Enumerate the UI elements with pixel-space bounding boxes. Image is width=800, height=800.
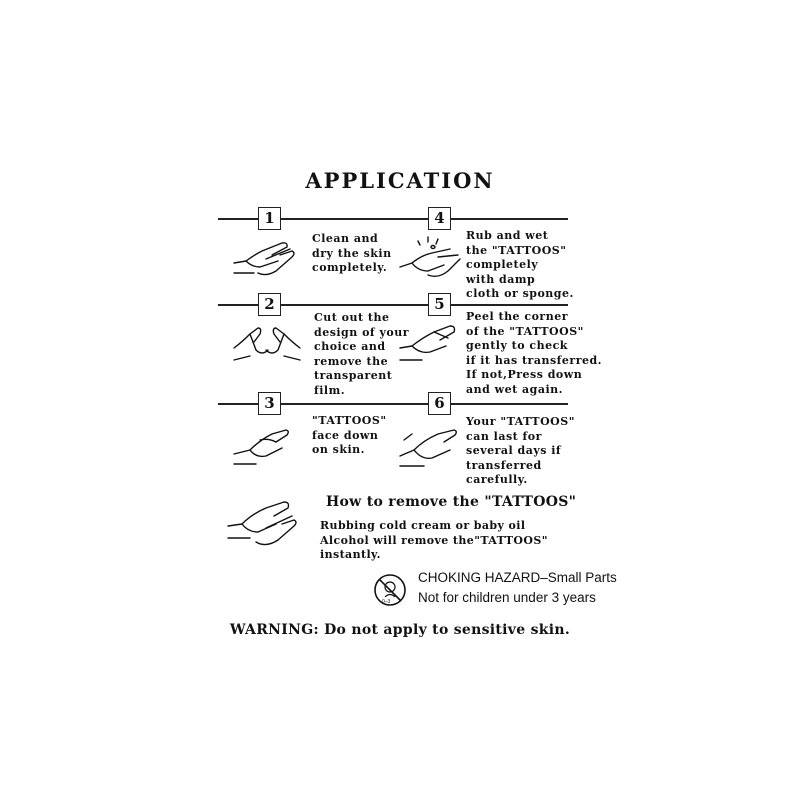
hand-pressing-tattoo-icon	[232, 420, 302, 470]
step-6-number: 6	[428, 392, 451, 415]
choking-hazard-text: CHOKING HAZARD–Small Parts Not for children under 3 years	[418, 570, 617, 605]
remove-instructions: Rubbing cold cream or baby oil Alcohol will remove the"TATTOOS" instantly.	[320, 519, 548, 561]
step-5-text: Peel the corner of the "TATTOOS" gently to check if it has transferred. If not,Press down and wet again.	[466, 310, 603, 396]
step-4-text: Rub and wet the "TATTOOS" completely with damp cloth or sponge.	[466, 229, 574, 300]
hand-removing-backing-icon	[398, 420, 468, 470]
warning-text: WARNING: Do not apply to sensitive skin.	[229, 622, 571, 638]
step-2-text: Cut out the design of your choice and remove the transparent film.	[314, 311, 409, 397]
hand-wetting-icon	[398, 233, 468, 283]
step-6-text: Your "TATTOOS" can last for several days if transferred carefully.	[466, 415, 575, 486]
step-5-number: 5	[428, 293, 451, 316]
hand-cleaning-icon	[232, 233, 302, 283]
step-1-number: 1	[258, 207, 281, 230]
step-3-number: 3	[258, 392, 281, 415]
hand-peeling-corner-icon	[398, 318, 468, 368]
remove-heading: How to remove the "TATTOOS"	[326, 494, 577, 510]
step-3-text: "TATTOOS" face down on skin.	[312, 414, 387, 456]
hands-peeling-film-icon	[232, 320, 302, 370]
no-children-under-3-icon	[372, 572, 408, 608]
step-1-text: Clean and dry the skin completely.	[312, 232, 392, 274]
step-4-number: 4	[428, 207, 451, 230]
step-2-number: 2	[258, 293, 281, 316]
page-title: APPLICATION	[305, 168, 495, 193]
age-label: 0–3	[382, 599, 391, 605]
hand-removing-tattoo-icon	[226, 496, 306, 556]
